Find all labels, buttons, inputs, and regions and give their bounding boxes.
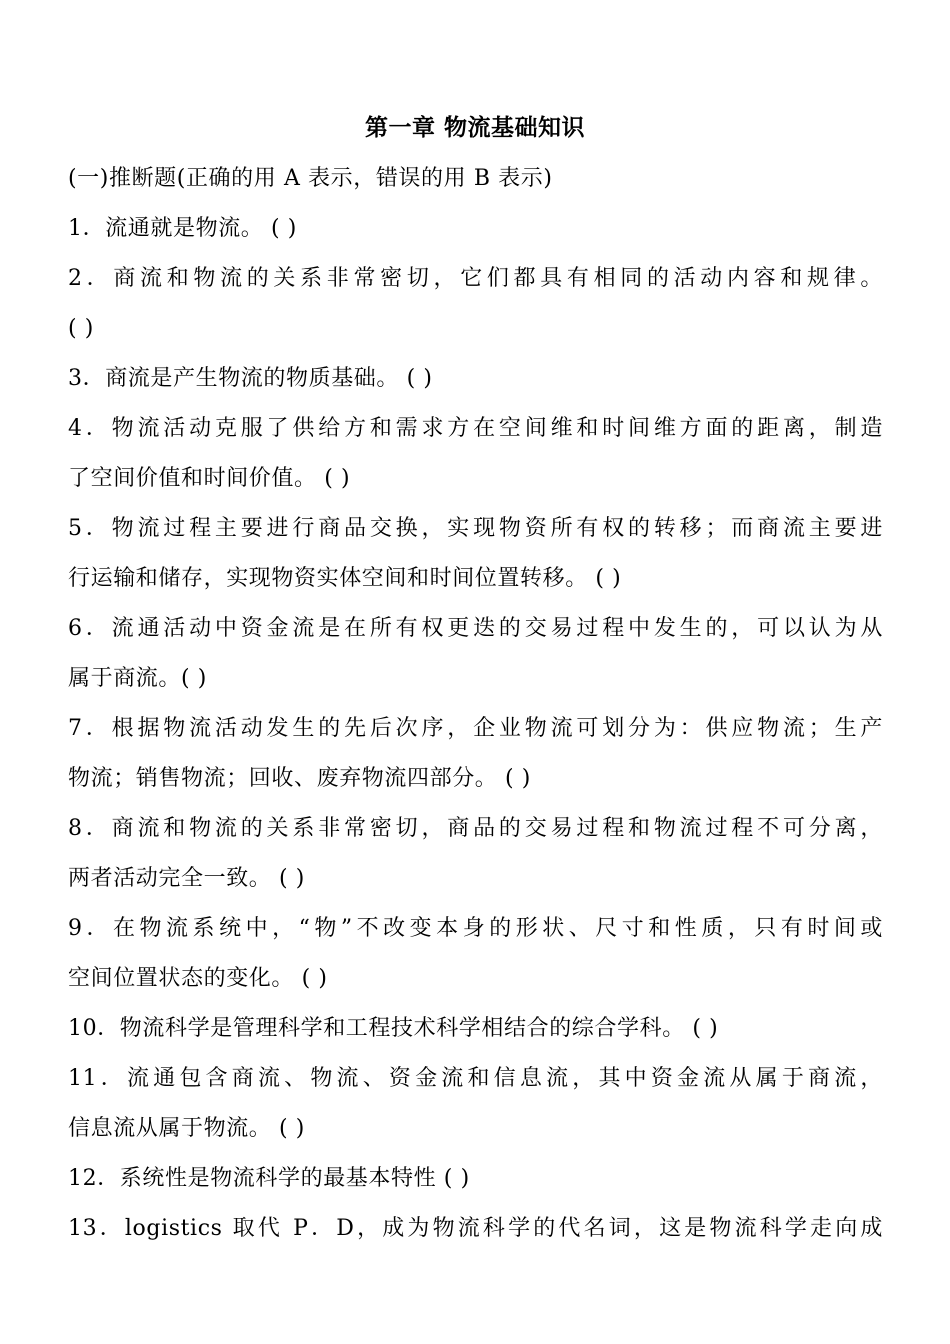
text-line: 9．在物流系统中，“物”不改变本身的形状、尺寸和性质，只有时间或 (68, 916, 883, 941)
text-line: ( ) (68, 316, 94, 341)
text-line: 5．物流过程主要进行商品交换，实现物资所有权的转移；而商流主要进 (68, 516, 883, 541)
chapter-title: 第一章 物流基础知识 (364, 114, 585, 141)
question-list (68, 154, 883, 1254)
text-line: 1．流通就是物流。 ( ) (68, 216, 297, 241)
text-line: 了空间价值和时间价值。 ( ) (68, 466, 351, 491)
text-line: 8．商流和物流的关系非常密切，商品的交易过程和物流过程不可分离， (68, 816, 883, 841)
text-line: 13．logistics 取代 P．D，成为物流科学的代名词，这是物流科学走向成 (68, 1216, 883, 1241)
text-line: 7．根据物流活动发生的先后次序，企业物流可划分为：供应物流；生产 (68, 716, 883, 741)
text-line: 属于商流。( ) (68, 666, 207, 691)
text-line: 空间位置状态的变化。 ( ) (68, 966, 328, 991)
text-line: 两者活动完全一致。 ( ) (68, 866, 305, 891)
text-line: 3．商流是产生物流的物质基础。 ( ) (68, 366, 433, 391)
text-line: 行运输和储存，实现物资实体空间和时间位置转移。 ( ) (68, 566, 622, 591)
text-line: 11．流通包含商流、物流、资金流和信息流，其中资金流从属于商流， (68, 1066, 883, 1091)
text-line: 6．流通活动中资金流是在所有权更迭的交易过程中发生的，可以认为从 (68, 616, 883, 641)
text-line: 物流；销售物流；回收、废弃物流四部分。 ( ) (68, 766, 531, 791)
text-line: 信息流从属于物流。 ( ) (68, 1116, 305, 1141)
text-line: 2．商流和物流的关系非常密切，它们都具有相同的活动内容和规律。 (68, 266, 883, 291)
text-line: 4．物流活动克服了供给方和需求方在空间维和时间维方面的距离，制造 (68, 416, 883, 441)
text-line: 10．物流科学是管理科学和工程技术科学相结合的综合学科。 ( ) (68, 1016, 719, 1041)
text-line: 12．系统性是物流科学的最基本特性 ( ) (68, 1166, 470, 1191)
text-line: (一)推断题(正确的用 A 表示，错误的用 B 表示) (68, 166, 553, 191)
